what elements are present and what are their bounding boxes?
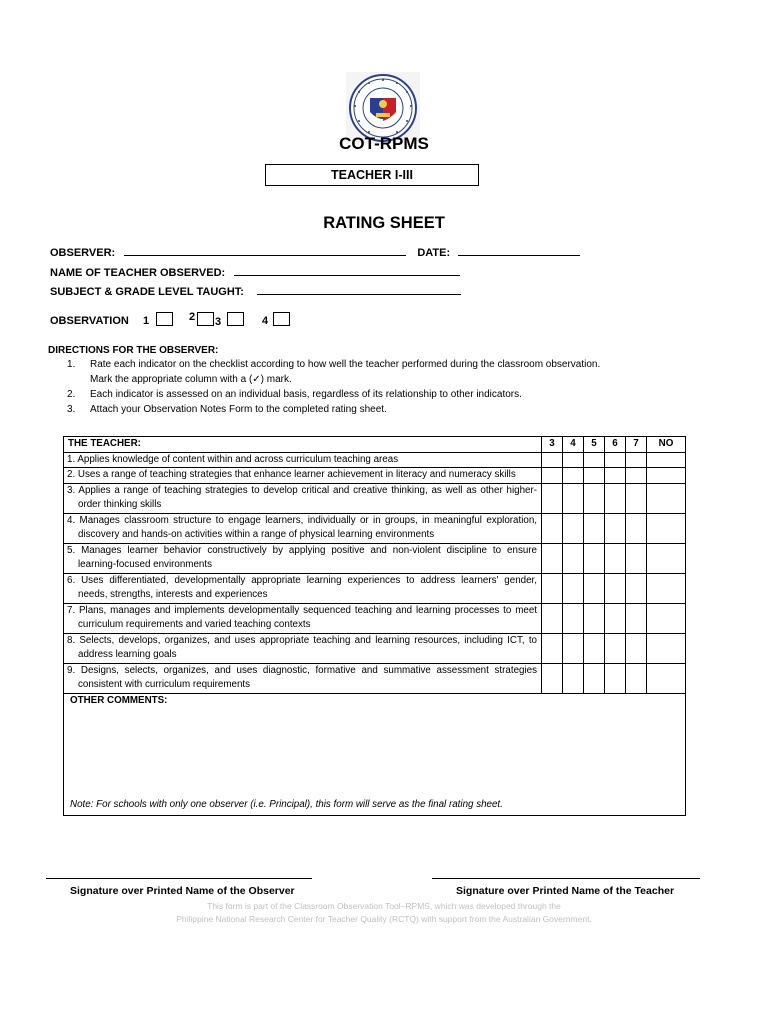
teacher-name-field[interactable] — [234, 264, 460, 276]
observation-checkbox-2[interactable] — [197, 312, 214, 326]
direction-num-1: 1. — [67, 359, 76, 370]
rating-cell-no[interactable] — [647, 513, 686, 543]
rating-table — [63, 436, 686, 816]
rating-cell-6[interactable] — [605, 603, 626, 633]
rating-cell-6[interactable] — [605, 633, 626, 663]
rating-cell-3[interactable] — [542, 633, 563, 663]
observation-checkbox-1[interactable] — [156, 312, 173, 326]
rating-cell-5[interactable] — [584, 663, 605, 693]
teacher-label: NAME OF TEACHER OBSERVED: — [50, 267, 226, 279]
rating-cell-no[interactable] — [647, 573, 686, 603]
rating-cell-4[interactable] — [563, 633, 584, 663]
score-header-3: 3 — [542, 437, 563, 453]
teacher-signature-line[interactable] — [432, 878, 700, 879]
rating-cell-4[interactable] — [563, 468, 584, 484]
rating-cell-3[interactable] — [542, 513, 563, 543]
rating-cell-4[interactable] — [563, 573, 584, 603]
rating-cell-4[interactable] — [563, 483, 584, 513]
rating-cell-5[interactable] — [584, 543, 605, 573]
form-title: COT-RPMS — [339, 134, 429, 153]
rating-cell-4[interactable] — [563, 452, 584, 468]
rating-cell-7[interactable] — [626, 633, 647, 663]
rating-cell-5[interactable] — [584, 468, 605, 484]
rating-cell-5[interactable] — [584, 452, 605, 468]
score-header-no: NO — [647, 437, 686, 453]
rating-cell-no[interactable] — [647, 633, 686, 663]
subject-grade-field[interactable] — [257, 283, 461, 295]
rating-cell-3[interactable] — [542, 663, 563, 693]
indicator-text: 4. Manages classroom structure to engage learners, individually or in groups, in meaningful exploration, discovery and hands-on activities within a range of physical learning environments — [64, 513, 542, 543]
direction-1-line-1: Rate each indicator on the checklist according to how well the teacher performed during the classroom observation. — [90, 359, 601, 370]
rating-cell-7[interactable] — [626, 603, 647, 633]
rating-cell-6[interactable] — [605, 573, 626, 603]
rating-cell-7[interactable] — [626, 573, 647, 603]
comments-area[interactable] — [64, 693, 686, 815]
directions-list — [67, 357, 707, 419]
direction-num-3: 3. — [67, 404, 76, 415]
table-row — [64, 663, 686, 693]
rating-cell-7[interactable] — [626, 468, 647, 484]
direction-num-2: 2. — [67, 389, 76, 400]
table-row — [64, 603, 686, 633]
rating-cell-7[interactable] — [626, 483, 647, 513]
sheet-title: RATING SHEET — [323, 214, 445, 232]
rating-cell-3[interactable] — [542, 573, 563, 603]
footer-line-1: This form is part of the Classroom Observation Tool–RPMS, which was developed through the — [207, 901, 561, 911]
observer-field[interactable] — [124, 244, 406, 256]
table-row — [64, 633, 686, 663]
teacher-signature-label: Signature over Printed Name of the Teacher — [456, 885, 675, 897]
position-badge: TEACHER I-III — [265, 164, 479, 186]
rating-cell-6[interactable] — [605, 452, 626, 468]
observation-num-2: 2 — [189, 311, 196, 323]
rating-cell-6[interactable] — [605, 483, 626, 513]
indicator-text: 5. Manages learner behavior constructively by applying positive and non-violent discipline to ensure learning-focused environments — [64, 543, 542, 573]
indicator-text: 8. Selects, develops, organizes, and uses appropriate teaching and learning resources, including ICT, to address learning goals — [64, 633, 542, 663]
comments-label: OTHER COMMENTS: — [70, 694, 168, 706]
directions-heading: DIRECTIONS FOR THE OBSERVER: — [48, 345, 219, 356]
direction-1-line-2: Mark the appropriate column with a (✓) mark. — [90, 374, 292, 385]
rating-cell-7[interactable] — [626, 543, 647, 573]
observation-label: OBSERVATION — [50, 315, 129, 327]
rating-cell-no[interactable] — [647, 452, 686, 468]
table-header-row — [64, 437, 686, 453]
rating-cell-6[interactable] — [605, 543, 626, 573]
rating-cell-3[interactable] — [542, 452, 563, 468]
rating-cell-7[interactable] — [626, 663, 647, 693]
indicator-text: 9. Designs, selects, organizes, and uses diagnostic, formative and summative assessment strategies consistent with curriculum requirements — [64, 663, 542, 693]
rating-cell-5[interactable] — [584, 483, 605, 513]
rating-cell-5[interactable] — [584, 633, 605, 663]
rating-cell-6[interactable] — [605, 468, 626, 484]
rating-cell-6[interactable] — [605, 663, 626, 693]
observation-checkbox-4[interactable] — [273, 312, 290, 326]
table-row — [64, 483, 686, 513]
rating-cell-3[interactable] — [542, 483, 563, 513]
rating-cell-4[interactable] — [563, 663, 584, 693]
rating-cell-7[interactable] — [626, 513, 647, 543]
direction-2-line-1: Each indicator is assessed on an individual basis, regardless of its relationship to other indicators. — [90, 389, 522, 400]
table-row — [64, 468, 686, 484]
rating-cell-no[interactable] — [647, 603, 686, 633]
rating-cell-7[interactable] — [626, 452, 647, 468]
rating-cell-no[interactable] — [647, 543, 686, 573]
footer-line-2: Philippine National Research Center for Teacher Quality (RCTQ) with support from the Australian Government. — [176, 914, 592, 924]
rating-cell-no[interactable] — [647, 663, 686, 693]
rating-cell-6[interactable] — [605, 513, 626, 543]
rating-cell-no[interactable] — [647, 468, 686, 484]
rating-cell-3[interactable] — [542, 543, 563, 573]
table-row — [64, 513, 686, 543]
observation-checkbox-3[interactable] — [227, 312, 244, 326]
rating-cell-3[interactable] — [542, 468, 563, 484]
indicator-text: 2. Uses a range of teaching strategies that enhance learner achievement in literacy and numeracy skills — [64, 468, 542, 484]
rating-cell-5[interactable] — [584, 573, 605, 603]
indicator-text: 7. Plans, manages and implements developmentally sequenced teaching and learning processes to meet curriculum requirements and varied teaching contexts — [64, 603, 542, 633]
rating-cell-4[interactable] — [563, 543, 584, 573]
subject-row — [50, 283, 461, 298]
score-header-4: 4 — [563, 437, 584, 453]
footnote: Note: For schools with only one observer (i.e. Principal), this form will serve as the final rating sheet. — [70, 799, 503, 810]
score-header-5: 5 — [584, 437, 605, 453]
rating-cell-5[interactable] — [584, 603, 605, 633]
indicator-text: 3. Applies a range of teaching strategies to develop critical and creative thinking, as well as other higher-order thinking skills — [64, 483, 542, 513]
score-header-7: 7 — [626, 437, 647, 453]
observer-label: OBSERVER: — [50, 247, 116, 259]
comments-row — [64, 693, 686, 815]
observation-row — [50, 315, 129, 327]
rating-cell-3[interactable] — [542, 603, 563, 633]
rating-cell-4[interactable] — [563, 513, 584, 543]
observation-num-4: 4 — [262, 315, 269, 327]
table-row — [64, 573, 686, 603]
observation-num-3: 3 — [215, 316, 222, 328]
observer-row — [50, 244, 580, 259]
teacher-row — [50, 264, 460, 279]
observer-signature-label: Signature over Printed Name of the Observer — [70, 885, 295, 897]
observation-num-1: 1 — [143, 315, 150, 327]
table-row — [64, 452, 686, 468]
observer-signature-line[interactable] — [46, 878, 312, 879]
date-field[interactable] — [458, 244, 580, 256]
rating-cell-no[interactable] — [647, 483, 686, 513]
teacher-column-header: THE TEACHER: — [64, 437, 542, 453]
rating-cell-5[interactable] — [584, 513, 605, 543]
indicator-text: 6. Uses differentiated, developmentally appropriate learning experiences to address learners' gender, needs, strengths, interests and experiences — [64, 573, 542, 603]
rating-cell-4[interactable] — [563, 603, 584, 633]
table-row — [64, 543, 686, 573]
score-header-6: 6 — [605, 437, 626, 453]
direction-3-line-1: Attach your Observation Notes Form to the completed rating sheet. — [90, 404, 387, 415]
subject-label: SUBJECT & GRADE LEVEL TAUGHT: — [50, 286, 244, 298]
date-label: DATE: — [417, 247, 451, 259]
indicator-text: 1. Applies knowledge of content within and across curriculum teaching areas — [64, 452, 542, 468]
